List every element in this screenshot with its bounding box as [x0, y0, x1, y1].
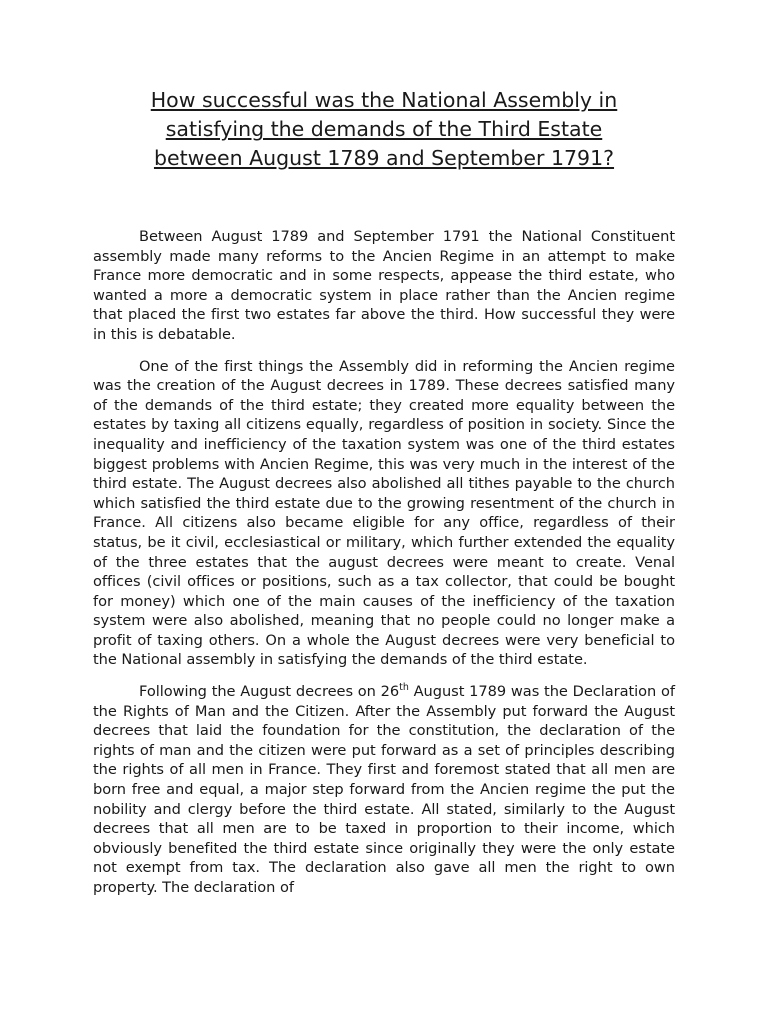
title-line-1: How successful was the National Assembly in — [150, 88, 618, 112]
title-line-2: satisfying the demands of the Third Estate — [165, 117, 603, 141]
paragraph-3-start: Following the August decrees on 26 — [139, 683, 400, 701]
paragraph-declaration-of-rights — [93, 682, 675, 898]
title-line-3: between August 1789 and September 1791? — [153, 146, 615, 170]
essay-title — [90, 86, 678, 173]
paragraph-intro: Between August 1789 and September 1791 the National Constituent assembly made many reforms to the Ancien Regime in an attempt to make France more democratic and in some respects, appease the third estate, who wanted a more a democratic system in place rather than the Ancien regime that placed the first two estates far above the third. How successful they were in this is debatable. — [93, 228, 675, 343]
paragraph-august-decrees: One of the first things the Assembly did in reforming the Ancien regime was the creation of the August decrees in 1789. These decrees satisfied many of the demands of the third estate; they created more equality between the estates by taxing all citizens equally, regardless of position in society. Since the inequality and inefficiency of the taxation system was one of the third estates biggest problems with Ancien Regime, this was very much in the interest of the third estate. The August decrees also abolished all tithes payable to the church which satisfied the third estate due to the growing resentment of the church in France. All citizens also became eligible for any office, regardless of their status, be it civil, ecclesiastical or military, which further extended the equality of the three estates that the august decrees were meant to create. Venal offices (civil offices or positions, such as a tax collector, that could be bought for money) which one of the main causes of the inefficiency of the taxation system were also abolished, meaning that no people could no longer make a profit of taxing others. On a whole the August decrees were very beneficial to the National assembly in satisfying the demands of the third estate. — [93, 357, 675, 669]
paragraph-3-rest: August 1789 was the Declaration of the Rights of Man and the Citizen. After the Assembly put forward the August decrees that laid the foundation for the constitution, the declaration of the rights of man and the citizen were put forward as a set of principles describing the rights of all men in France. They first and foremost stated that all men are born free and equal, a major step forward from the Ancien regime the put the nobility and clergy before the third estate. All stated, similarly to the August decrees that all men are to be taxed in proportion to their income, which obviously benefited the third estate since originally they were the only estate not exempt from tax. The declaration also gave all men the right to own property. The declaration of — [93, 683, 675, 896]
ordinal-suffix: th — [399, 682, 409, 694]
essay-body — [93, 227, 675, 910]
